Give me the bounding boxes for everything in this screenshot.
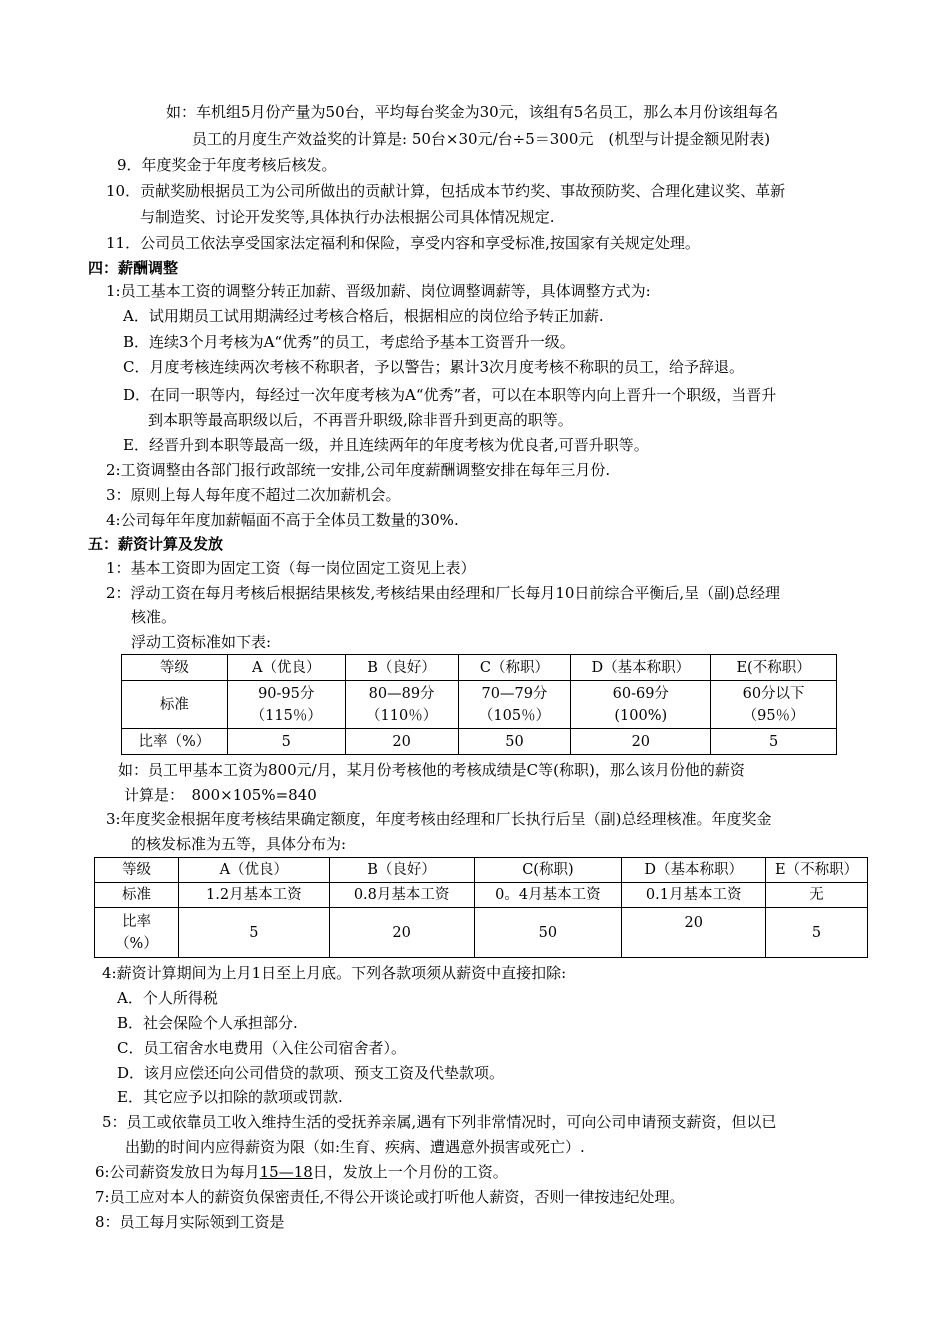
table-cell: 60-69分 (100%) <box>571 681 711 729</box>
table-cell: 0.8月基本工资 <box>329 883 474 908</box>
table-cell: 60分以下 （95％） <box>711 681 837 729</box>
table-header-cell: A（优良） <box>178 858 329 883</box>
table-header-cell: A（优良） <box>227 655 345 681</box>
table-cell: 80—89分 （110％） <box>345 681 458 729</box>
table-cell: 0。4月基本工资 <box>474 883 622 908</box>
table-row-label: 标准 <box>122 681 228 729</box>
section-heading: 五：薪资计算及发放 <box>88 535 224 553</box>
table-header-cell: E(不称职） <box>711 655 837 681</box>
text-line: C．月度考核连续两次考核不称职者，予以警告；累计3次月度考核不称职的员工，给予辞退。 <box>123 358 745 376</box>
text-line: 2:工资调整由各部门报行政部统一安排,公司年度薪酬调整安排在每年三月份. <box>106 461 611 479</box>
table-cell: 20 <box>345 729 458 755</box>
text-line: 2：浮动工资在每月考核后根据结果核发,考核结果由经理和厂长每月10日前综合平衡后,呈（副)总经理 <box>106 584 781 602</box>
table-cell: 20 <box>622 908 766 958</box>
text-line: 10．贡献奖励根据员工为公司所做出的贡献计算，包括成本节约奖、事故预防奖、合理化建议奖、革新 <box>106 182 786 200</box>
text-line: C．员工宿舍水电费用（入住公司宿舍者）。 <box>117 1039 406 1057</box>
table-cell: 50 <box>474 908 622 958</box>
annual-bonus-table <box>94 857 868 958</box>
text-line: B．社会保险个人承担部分. <box>117 1014 298 1032</box>
text-line: 8：员工每月实际领到工资是 <box>95 1213 285 1231</box>
text-line: A．个人所得税 <box>117 989 218 1007</box>
text-line: 员工的月度生产效益奖的计算是: 50台×30元/台÷5＝300元 (机型与计提金额见附表) <box>192 130 771 148</box>
table-cell: 90-95分 （115％） <box>227 681 345 729</box>
table-cell: 0.1月基本工资 <box>622 883 766 908</box>
text-line: 与制造奖、讨论开发奖等,具体执行办法根据公司具体情况规定. <box>140 208 555 226</box>
text-line: 5：员工或依靠员工收入维持生活的受抚养亲属,遇有下列非常情况时，可向公司申请预支薪资，但以已 <box>102 1113 777 1131</box>
section-heading: 四：薪酬调整 <box>88 259 179 277</box>
text-line: 如：员工甲基本工资为800元/月，某月份考核他的考核成绩是C等(称职)，那么该月份他的薪资 <box>118 761 745 779</box>
table-header-cell: 等级 <box>95 858 179 883</box>
table-header-cell: D（基本称职） <box>622 858 766 883</box>
table-cell: 无 <box>766 883 868 908</box>
text-segment: 6:公司薪资发放日为每月 <box>95 1163 260 1181</box>
text-line: A．试用期员工试用期满经过考核合格后，根据相应的岗位给予转正加薪. <box>123 307 604 325</box>
text-line: 如：车机组5月份产量为50台，平均每台奖金为30元，该组有5名员工，那么本月份该组每名 <box>166 103 779 121</box>
table-cell: 5 <box>227 729 345 755</box>
table-header-cell: 等级 <box>122 655 228 681</box>
text-line <box>95 1161 508 1183</box>
table-cell: 5 <box>766 908 868 958</box>
text-line: 11．公司员工依法享受国家法定福利和保险，享受内容和享受标准,按国家有关规定处理。 <box>106 234 700 252</box>
text-segment: 日，发放上一个月份的工资。 <box>312 1163 508 1181</box>
table-row-label: 比率（%） <box>122 729 228 755</box>
text-line: 到本职等最高职级以后，不再晋升职级,除非晋升到更高的职等。 <box>148 411 573 429</box>
text-line: E．经晋升到本职等最高一级，并且连续两年的年度考核为优良者,可晋升职等。 <box>123 436 649 454</box>
text-line: 核准。 <box>131 608 177 626</box>
text-line: 计算是： 800×105%=840 <box>124 786 317 804</box>
text-line: 4:公司每年年度加薪幅面不高于全体员工数量的30%. <box>106 511 459 529</box>
text-line: 出勤的时间内应得薪资为限（如:生育、疾病、遭遇意外损害或死亡）. <box>125 1138 585 1156</box>
text-line: 7:员工应对本人的薪资负保密责任,不得公开谈论或打听他人薪资，否则一律按违纪处理。 <box>95 1188 685 1206</box>
table-header-cell: D（基本称职） <box>571 655 711 681</box>
table-header-cell: B（良好） <box>329 858 474 883</box>
table-row-label: 标准 <box>95 883 179 908</box>
table-header-cell: E（不称职） <box>766 858 868 883</box>
table-header-cell: C(称职) <box>474 858 622 883</box>
text-line: 4:薪资计算期间为上月1日至上月底。下列各款项须从薪资中直接扣除: <box>102 964 567 982</box>
text-line: 3:年度奖金根据年度考核结果确定额度，年度考核由经理和厂长执行后呈（副)总经理核准。年度奖金 <box>106 810 772 828</box>
text-line: D．该月应偿还向公司借贷的款项、预支工资及代垫款项。 <box>117 1064 505 1082</box>
table-cell: 5 <box>178 908 329 958</box>
table-cell: 1.2月基本工资 <box>178 883 329 908</box>
table-cell: 5 <box>711 729 837 755</box>
table-cell: 50 <box>458 729 571 755</box>
text-line: 9．年度奖金于年度考核后核发。 <box>117 156 337 174</box>
text-line: 1：基本工资即为固定工资（每一岗位固定工资见上表） <box>106 559 476 577</box>
table-cell: 20 <box>329 908 474 958</box>
table-cell: 70—79分 （105％） <box>458 681 571 729</box>
text-line: 浮动工资标准如下表: <box>131 633 272 651</box>
table-row-label: 比率 （%） <box>95 908 179 958</box>
text-line: D．在同一职等内，每经过一次年度考核为A“优秀”者，可以在本职等内向上晋升一个职级，当晋升 <box>123 386 777 404</box>
text-line: E．其它应予以扣除的款项或罚款. <box>117 1088 343 1106</box>
table-header-cell: C（称职） <box>458 655 571 681</box>
text-line: B．连续3个月考核为A“优秀”的员工，考虑给予基本工资晋升一级。 <box>123 333 575 351</box>
text-line: 3：原则上每人每年度不超过二次加薪机会。 <box>106 486 401 504</box>
floating-wage-table <box>121 654 837 755</box>
payday-range: 15—18 <box>259 1163 313 1181</box>
table-cell: 20 <box>571 729 711 755</box>
text-line: 的核发标准为五等，具体分布为: <box>131 835 347 853</box>
table-header-cell: B（良好） <box>345 655 458 681</box>
text-line: 1:员工基本工资的调整分转正加薪、晋级加薪、岗位调整调薪等，具体调整方式为: <box>106 282 651 300</box>
